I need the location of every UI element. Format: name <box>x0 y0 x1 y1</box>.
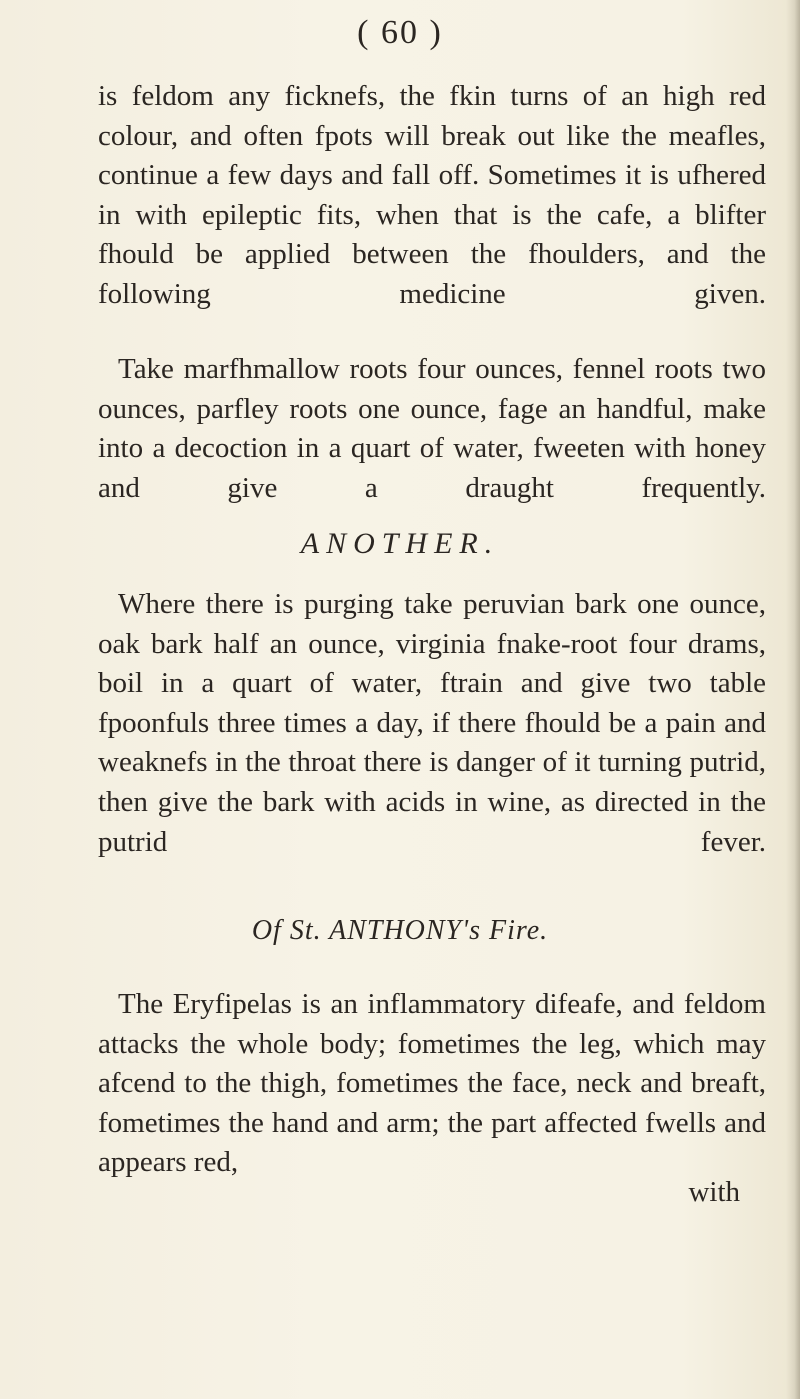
page-edge-shadow <box>786 0 800 1399</box>
paragraph-text: is feldom any ficknefs, the fkin turns of an high red colour, and often fpots will break out like the meafles, continue a few days and fall off. Sometimes it is ufhered in with epileptic fits, when that is the cafe, a blifter fhould be applied between the fhoulders, and the following medicine given. <box>98 80 766 310</box>
paragraph-text: Where there is purging take peruvian bark one ounce, oak bark half an ounce, virginia fnake-root four drams, boil in a quart of water, ftrain and give two table fpoonfuls three times a day, if there fhould be a pain and weaknefs in the throat there is danger of it turning putrid, then give the bark with acids in wine, as directed in the putrid fever. <box>98 588 766 858</box>
paragraph-erysipelas <box>98 985 766 1183</box>
paragraph-recipe <box>98 350 766 548</box>
catchword: with <box>688 1176 740 1208</box>
paragraph-bark-remedy <box>98 585 766 902</box>
section-heading-another: ANOTHER. <box>300 527 500 560</box>
paragraph-text: The Eryfipelas is an inflammatory difeafe, and feldom attacks the whole body; fometimes the leg, which may afcend to the thigh, fometimes the face, neck and breaft, fometimes the hand and arm; the part affected fwells and appears red, <box>98 988 766 1179</box>
section-heading-anthonys-fire: Of St. ANTHONY's Fire. <box>251 915 549 946</box>
page-number: ( 60 ) <box>357 14 443 51</box>
paragraph-symptoms <box>98 77 766 354</box>
paragraph-text: Take marfhmallow roots four ounces, fennel roots two ounces, parfley roots one ounce, fage an handful, make into a decoction in a quart of water, fweeten with honey and give a draught frequently. <box>98 353 766 504</box>
